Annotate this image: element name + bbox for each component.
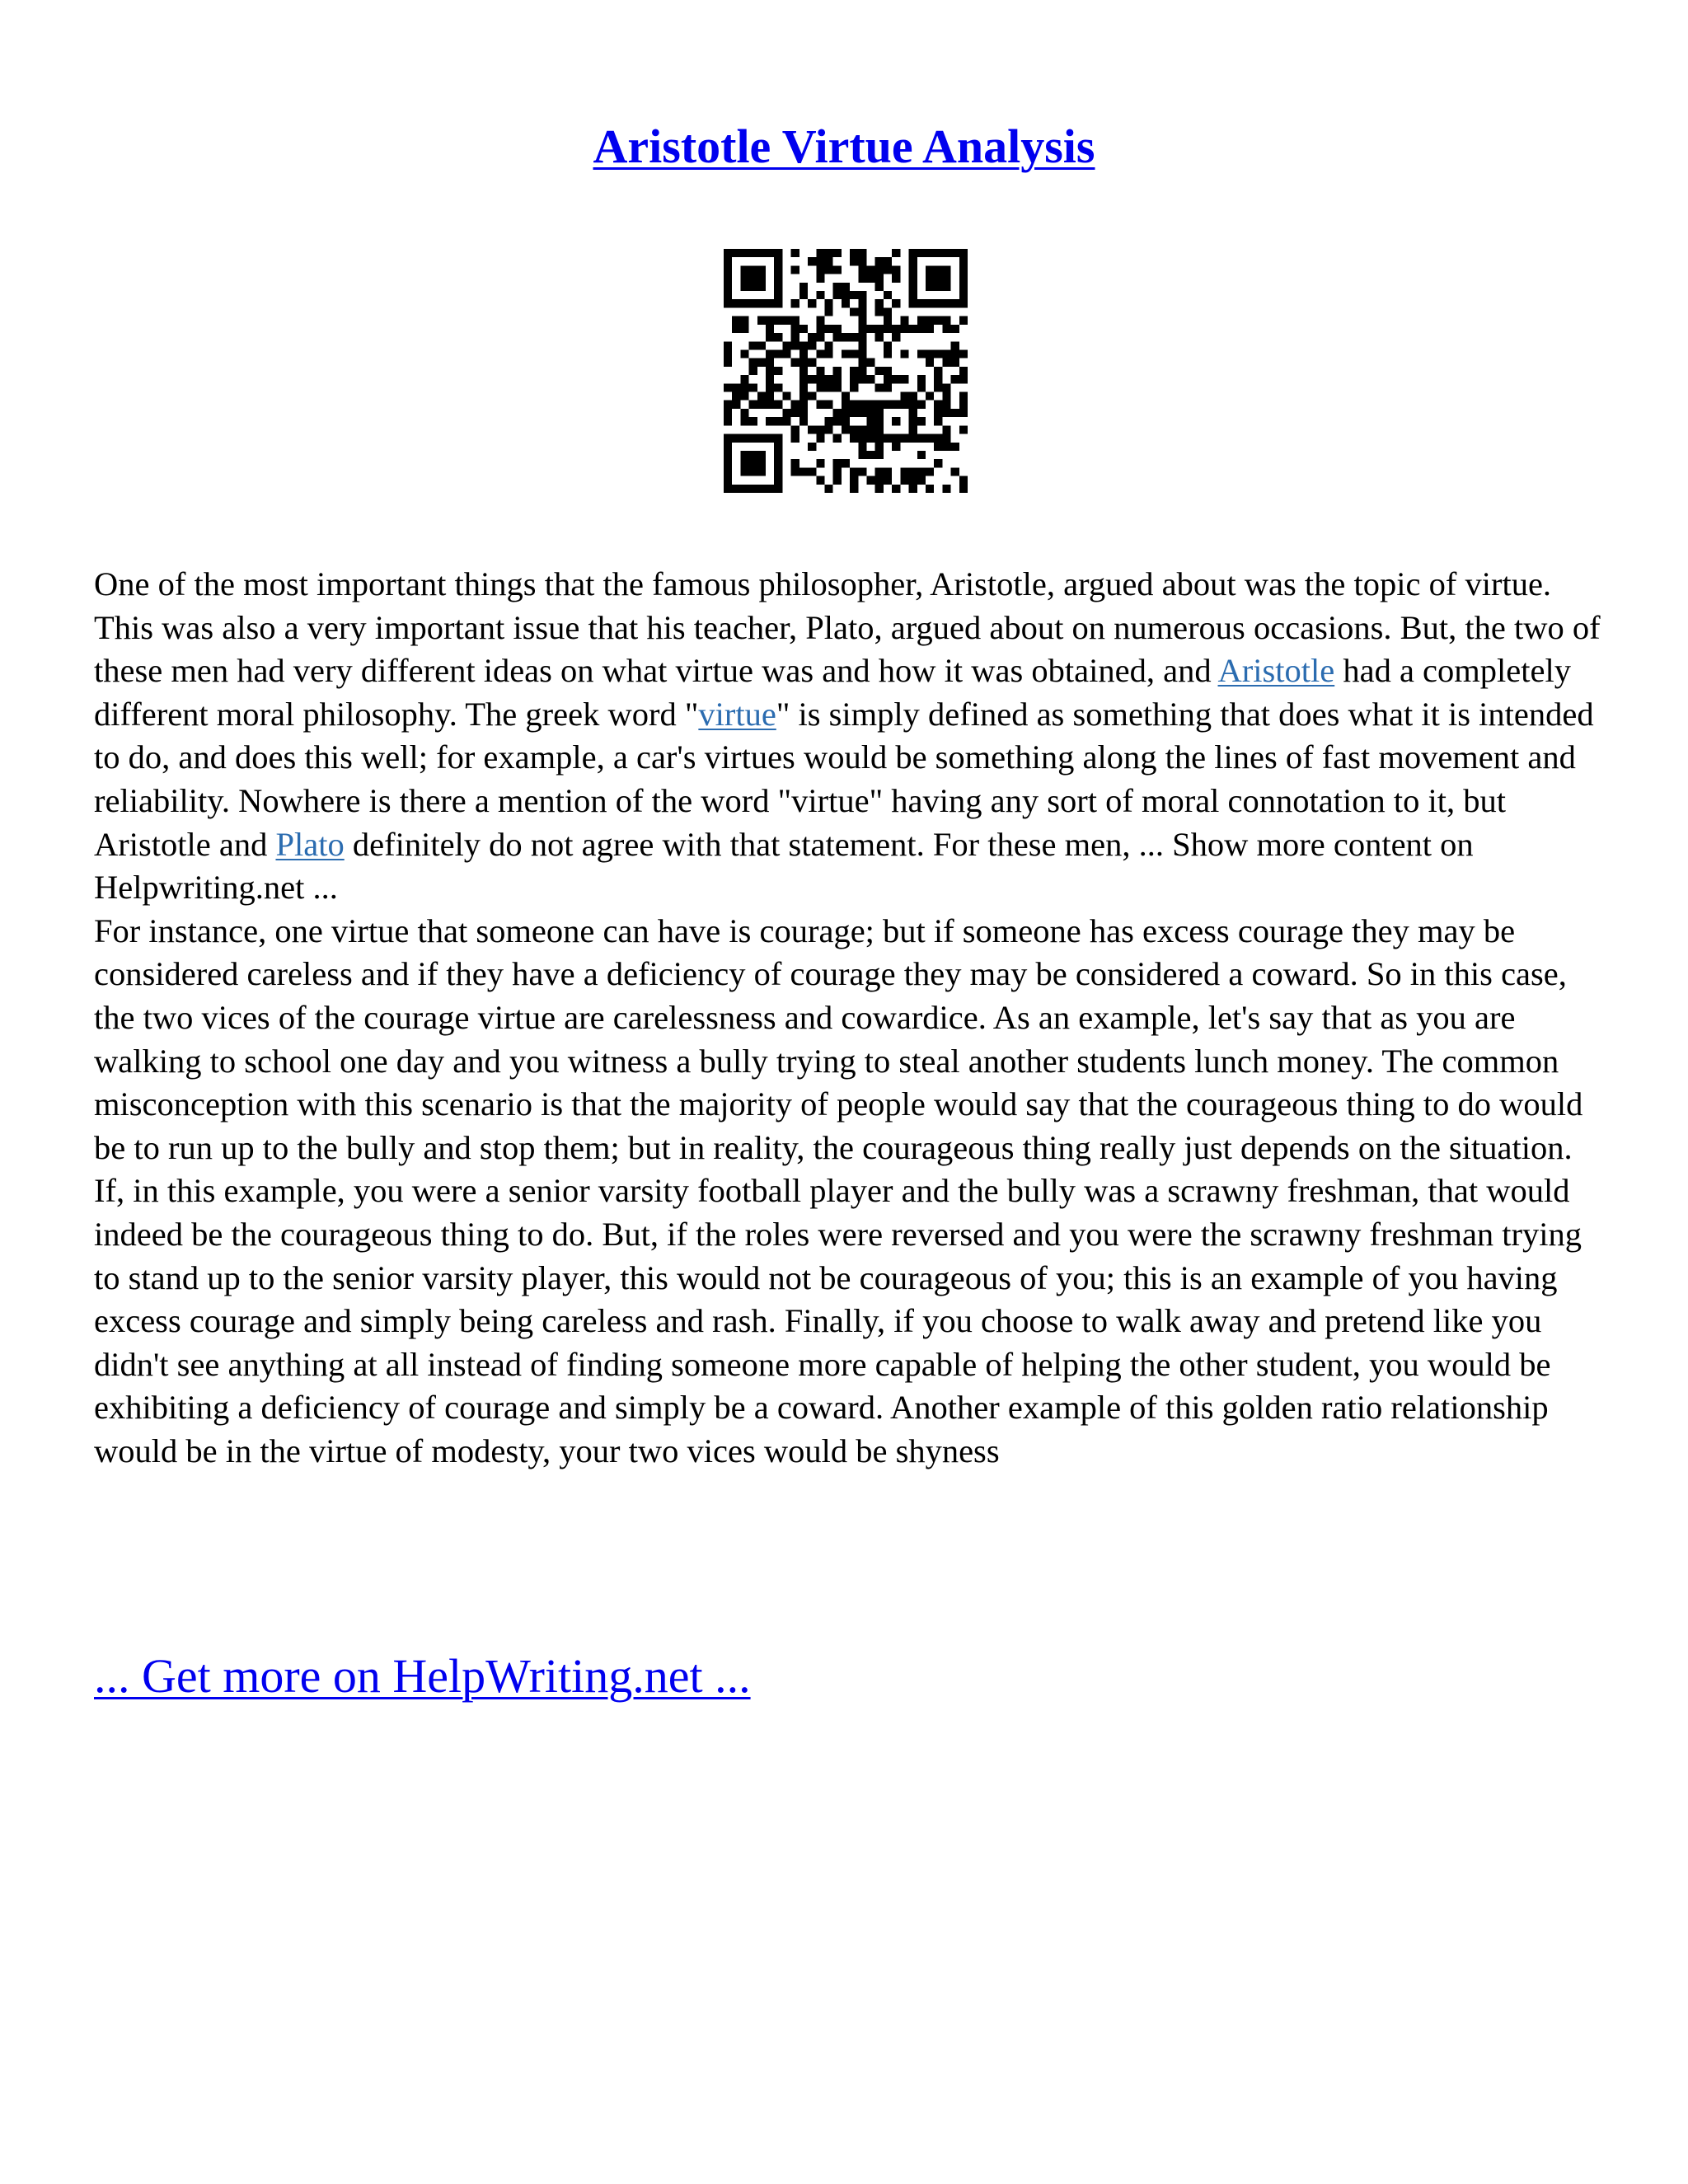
get-more-link[interactable]: ... Get more on HelpWriting.net ... bbox=[94, 1649, 751, 1703]
paragraph-intro-part4: definitely do not agree with that statement. For these men, ... Show more content on Helpwriting.net ... bbox=[94, 825, 1474, 907]
paragraph-intro-part3: " is simply defined as something that does what it is intended to do, and does this well; for example, a car's virtues would be something along the lines of fast movement and reliability. Nowhere is there a mention of the word "virtue" having any sort of moral connotation to it, but Aristotle and bbox=[94, 695, 1594, 863]
plato-link[interactable]: Plato bbox=[275, 825, 345, 863]
page-title bbox=[0, 114, 1688, 180]
virtue-link[interactable]: virtue bbox=[698, 695, 776, 733]
article-body bbox=[94, 563, 1602, 1473]
paragraph-intro bbox=[94, 563, 1602, 910]
aristotle-link[interactable]: Aristotle bbox=[1217, 652, 1335, 690]
paragraph-intro-part1: One of the most important things that the famous philosopher, Aristotle, argued about was the topic of virtue. This was also a very important issue that his teacher, Plato, argued about on numerous occasions. But, the two of these men had very different ideas on what virtue was and how it was obtained, and bbox=[94, 565, 1601, 690]
qr-code bbox=[724, 249, 968, 493]
title-link[interactable]: Aristotle Virtue Analysis bbox=[593, 120, 1095, 173]
get-more-section bbox=[94, 1643, 751, 1709]
paragraph-intro-part2: had a completely different moral philosophy. The greek word " bbox=[94, 652, 1571, 733]
paragraph-courage: For instance, one virtue that someone can have is courage; but if someone has excess courage they may be considered careless and if they have a deficiency of courage they may be considered a coward. So in this case, the two vices of the courage virtue are carelessness and cowardice. As an example, let's say that as you are walking to school one day and you witness a bully trying to steal another students lunch money. The common misconception with this scenario is that the majority of people would say that the courageous thing to do would be to run up to the bully and stop them; but in reality, the courageous thing really just depends on the situation. If, in this example, you were a senior varsity football player and the bully was a scrawny freshman, that would indeed be the courageous thing to do. But, if the roles were reversed and you were the scrawny freshman trying to stand up to the senior varsity player, this would not be courageous of you; this is an example of you having excess courage and simply being careless and rash. Finally, if you choose to walk away and pretend like you didn't see anything at all instead of finding someone more capable of helping the other student, you would be exhibiting a deficiency of courage and simply be a coward. Another example of this golden ratio relationship would be in the virtue of modesty, your two vices would be shyness bbox=[94, 912, 1583, 1469]
